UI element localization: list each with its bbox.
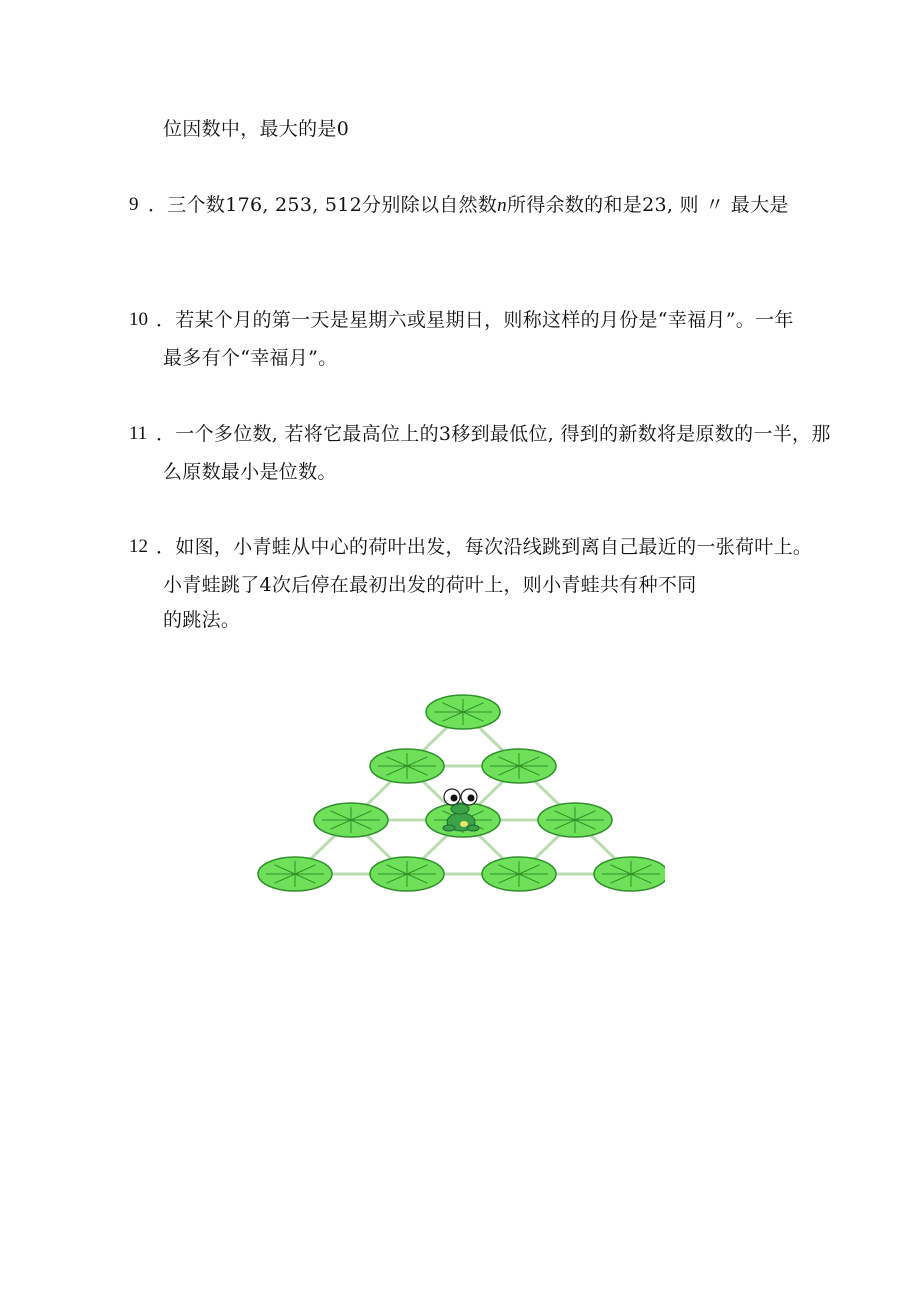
frog-pupil (451, 795, 458, 802)
lily-pad (370, 857, 444, 891)
lily-pad (482, 857, 556, 891)
question-11-line-2: 么原数最小是位数。 (163, 461, 337, 483)
question-10-line-2: 最多有个“幸福月”。 (163, 347, 338, 369)
question-11-number: 11 (129, 423, 148, 444)
lily-pad (426, 695, 500, 729)
lily-pad (538, 803, 612, 837)
variable-n: n (497, 195, 507, 216)
question-12-number: 12 (129, 536, 148, 557)
lily-pad (314, 803, 388, 837)
question-9-number: 9 (129, 194, 139, 215)
question-10-line-1: ．若某个月的第一天是星期六或星期日，则称这样的月份是“幸福月”。一年 (156, 309, 794, 331)
question-12-line-2: 小青蛙跳了4次后停在最初出发的荷叶上，则小青蛙共有种不同 (163, 574, 697, 596)
lily-pad (370, 749, 444, 783)
lily-pad (594, 857, 665, 891)
frog-belly (460, 821, 468, 827)
continuation-text: 位因数中，最大的是0 (163, 118, 350, 140)
frog-pupil (468, 795, 475, 802)
question-12-line-3: 的跳法。 (163, 609, 241, 631)
frog-leg (467, 825, 479, 831)
question-12-line-1: ．如图，小青蛙从中心的荷叶出发，每次沿线跳到离自己最近的一张荷叶上。 (156, 536, 813, 558)
question-10-number: 10 (129, 309, 148, 330)
frog-leg (443, 825, 455, 831)
lily-pad (482, 749, 556, 783)
question-9-text-a: ．三个数176, 253, 512分别除以自然数 (148, 194, 498, 216)
question-11-line-1: ．一个多位数, 若将它最高位上的3移到最低位, 得到的新数将是原数的一半，那 (156, 423, 831, 445)
lily-pad (258, 857, 332, 891)
frog-head (451, 804, 469, 814)
question-9-text-b: 所得余数的和是23, 则 〃 最大是 (506, 194, 789, 216)
lily-pad-figure (255, 690, 665, 895)
question-9-line-1 (148, 193, 789, 218)
